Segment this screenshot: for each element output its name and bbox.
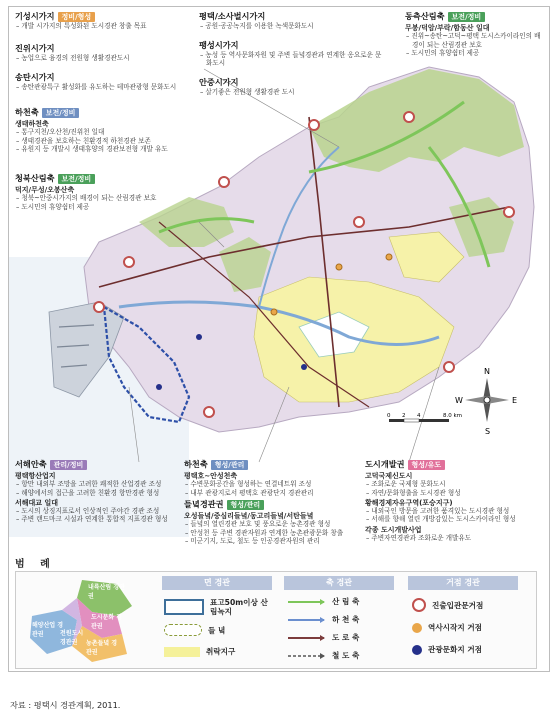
legend-label: 하 천 축 <box>332 615 360 624</box>
annotation-field-landscape <box>184 499 369 545</box>
status-tag: 형성/유도 <box>408 460 446 470</box>
annotation-line: – 항만 내외부 조망을 고려한 쾌적한 산업경관 조성 <box>22 480 180 488</box>
annotation-line: – 수변문화공간을 형성하는 연결네트워 조성 <box>191 480 349 488</box>
annotation-title: 평택/소사벌시가지 <box>199 11 266 21</box>
annotation-line: – 내외국인 방문을 고려한 품격있는 도시경관 형성 <box>372 507 545 515</box>
swatch-field <box>164 624 202 636</box>
annotation-title: 안중시가지 <box>199 77 239 87</box>
scale-tick-3: 8.0 km <box>443 413 463 419</box>
annotation-line: – 통구지천/오산천/진위천 일대 <box>22 128 200 136</box>
status-tag: 관리/정비 <box>50 460 88 470</box>
legend-label: 산 림 축 <box>332 597 360 606</box>
annotation-subtitle: 덕지/무성/오봉산축 <box>15 186 75 194</box>
legend-area-village <box>164 646 235 657</box>
legend-label: 철 도 축 <box>332 651 360 660</box>
status-tag: 보전/정비 <box>42 108 80 118</box>
annotation-line: – 주변 랜드마크 시설과 연계한 통합적 지표경관 형성 <box>22 515 180 523</box>
annotation-line: – 살기좋은 전원형 생활경관 도시 <box>206 88 374 96</box>
annotation-title: 송탄시가지 <box>15 72 55 82</box>
legend-axis-header: 축 경관 <box>284 576 394 590</box>
tourism-icon <box>412 645 422 655</box>
inset-label: 해양산업 경관권 <box>32 622 64 638</box>
compass-w: W <box>455 396 463 405</box>
legend-box <box>15 571 537 669</box>
annotation-line: – 유원지 등 개발시 생태휴양의 경관보전형 개발 유도 <box>22 145 200 153</box>
inset-label: 전원도시 경관권 <box>60 630 84 646</box>
legend-label: 표고50m이상 산림녹지 <box>210 598 268 616</box>
annotation-river-axis-south <box>184 459 349 497</box>
annotation-line: – 송탄관광특구 활성화를 유도하는 테마관광형 문화도시 <box>22 83 195 91</box>
annotation-title: 들녘경관권 <box>184 499 224 509</box>
legend-axis-river <box>286 614 359 625</box>
annotation-title: 서해안축 <box>15 459 47 469</box>
legend-label: 역사시작지 거점 <box>428 623 482 632</box>
legend-axis-road <box>286 632 359 643</box>
status-tag: 형성/관리 <box>227 500 265 510</box>
annotation-title: 청북산림축 <box>15 173 55 183</box>
legend-base-header: 거점 경관 <box>408 576 518 590</box>
scale-tick-1: 2 <box>402 413 406 419</box>
annotation-subtitle: 생태하천축 <box>15 120 49 128</box>
annotation-title: 기성시가지 <box>15 11 55 21</box>
legend <box>15 555 535 679</box>
figure-frame <box>8 6 550 672</box>
annotation-line: – 진위~송탄~고덕~평택 도시스카이라인의 배경이 되는 산림경관 보호 <box>412 32 543 49</box>
legend-title: 범 례 <box>15 559 56 570</box>
annotation-subtitle: 서해대교 일대 <box>15 498 59 507</box>
legend-area-field <box>164 624 225 636</box>
annotation-title: 하천축 <box>184 459 208 469</box>
annotation-line: – 안성천 등 주변 경관자원과 연계한 농촌관광문화 창출 <box>191 529 369 537</box>
annotation-cheongbuk <box>15 173 165 211</box>
gateway-icon <box>412 598 426 612</box>
scale-tick-0: 0 <box>387 413 391 419</box>
annotation-subtitle: 각종 도시개발사업 <box>365 525 422 534</box>
annotation-anjung <box>199 77 374 96</box>
legend-label: 도 로 축 <box>332 633 360 642</box>
annotation-title: 하천축 <box>15 107 39 117</box>
annotation-line: – 농성 등 역사문화자원 및 주변 들녘경관과 연계한 옹요로운 문화도시 <box>206 51 384 68</box>
inset-label: 도시문화 경관권 <box>91 614 123 630</box>
compass-e: E <box>512 396 518 405</box>
legend-label: 진출입관문거점 <box>432 600 484 610</box>
swatch-village <box>164 647 200 657</box>
swatch-forest <box>164 599 204 615</box>
river-axis-line <box>286 616 326 624</box>
annotation-line: – 들녘의 열린경관 보호 및 풍요로운 농촌경관 형성 <box>191 520 369 528</box>
legend-label: 들 녘 <box>208 625 226 635</box>
annotation-east-forest <box>405 11 543 57</box>
status-tag: 보전/정비 <box>448 12 486 22</box>
legend-label: 관광문화지 거점 <box>428 645 482 654</box>
status-tag: 정비/형성 <box>58 12 96 22</box>
status-tag: 형성/관리 <box>211 460 249 470</box>
annotation-line: – 서해를 향해 열린 개방감있는 도시스카이라인 형성 <box>372 515 545 523</box>
forest-axis-line <box>286 598 326 606</box>
annotation-subtitle: 평택항산업지 <box>15 472 56 480</box>
legend-area-forest <box>164 598 270 616</box>
annotation-songtan <box>15 72 195 91</box>
annotation-line: – 도시민의 휴양쉼터 제공 <box>22 203 165 211</box>
compass-s: S <box>485 427 491 436</box>
annotation-line: – 미군기지, 도로, 철도 등 인공경관자원의 관리 <box>191 537 369 545</box>
annotation-line: – 해양에서의 접근을 고려한 친환경 항만경관 형성 <box>22 489 180 497</box>
annotation-subtitle: 무봉/덕암/부락/함동산 일대 <box>405 24 490 32</box>
annotation-jinwi <box>15 43 190 62</box>
annotation-paengseong <box>199 40 384 68</box>
annotation-line: – 내부 관광지로서 평택호 관광단지 경관관리 <box>191 489 349 497</box>
legend-axis-forest <box>286 596 359 607</box>
inset-label: 내륙산림 경관권 <box>88 584 125 600</box>
legend-area-header: 면 경관 <box>162 576 272 590</box>
annotation-subtitle: 평택호~안성천축 <box>184 472 238 480</box>
annotation-giseong <box>15 11 190 30</box>
annotation-line: – 농업으로 융경의 전원형 생활경관도시 <box>22 54 190 62</box>
annotation-west-coast <box>15 459 180 524</box>
legend-base-gateway <box>412 598 483 612</box>
annotation-line: – 생태경관을 보호하는 친환경적 하천경관 보존 <box>22 137 200 145</box>
annotation-title: 팽성시가지 <box>199 40 239 50</box>
annotation-line: – 도시민의 휴양쉼터 제공 <box>412 49 543 57</box>
scale-bar <box>389 419 449 422</box>
annotation-line: – 조화로운 국제형 문화도시 <box>372 480 545 488</box>
source-caption: 자료 : 평택시 경관계획, 2011. <box>10 700 121 710</box>
compass <box>465 378 509 422</box>
legend-label: 취락지구 <box>206 647 236 656</box>
legend-base-history <box>412 622 482 633</box>
annotation-subtitle: 고덕국제신도시 <box>365 472 413 480</box>
history-icon <box>412 623 422 633</box>
annotation-title: 동측산림축 <box>405 11 445 21</box>
annotation-line: – 도시의 상징지표로서 인상적인 주야간 경관 조성 <box>22 507 180 515</box>
inset-label: 농촌들녘 경관권 <box>86 640 118 656</box>
annotation-line: – 청북~안중시가지의 배경이 되는 산림경관 보호 <box>22 194 165 202</box>
scale-tick-2: 4 <box>417 413 421 419</box>
annotation-pyeongtaek <box>199 11 374 30</box>
annotation-title: 진위시가지 <box>15 43 55 53</box>
annotation-subtitle: 오성들녘/중심리들녘/동고리들녘/서탄들녘 <box>184 512 314 520</box>
legend-axis-rail <box>286 650 359 661</box>
rail-axis-line <box>286 652 326 660</box>
annotation-line: – 자연/문화형출을 도시경관 형성 <box>372 489 545 497</box>
annotation-urban-development <box>365 459 545 542</box>
road-axis-line <box>286 634 326 642</box>
annotation-line: – 주변자연경관과 조화로운 개발유도 <box>372 534 545 542</box>
annotation-line: – 공원·공공녹지를 이용한 녹색문화도시 <box>206 22 374 30</box>
compass-n: N <box>484 367 490 376</box>
annotation-subtitle: 황해경제자유구역(포승지구) <box>365 498 453 507</box>
legend-base-tourism <box>412 644 482 655</box>
annotation-river-axis <box>15 107 200 153</box>
status-tag: 보전/정비 <box>58 174 96 184</box>
annotation-line: – 개발 시가지의 특성화된 도시경관 창출 목표 <box>22 22 190 30</box>
annotation-title: 도시개발권 <box>365 459 405 469</box>
